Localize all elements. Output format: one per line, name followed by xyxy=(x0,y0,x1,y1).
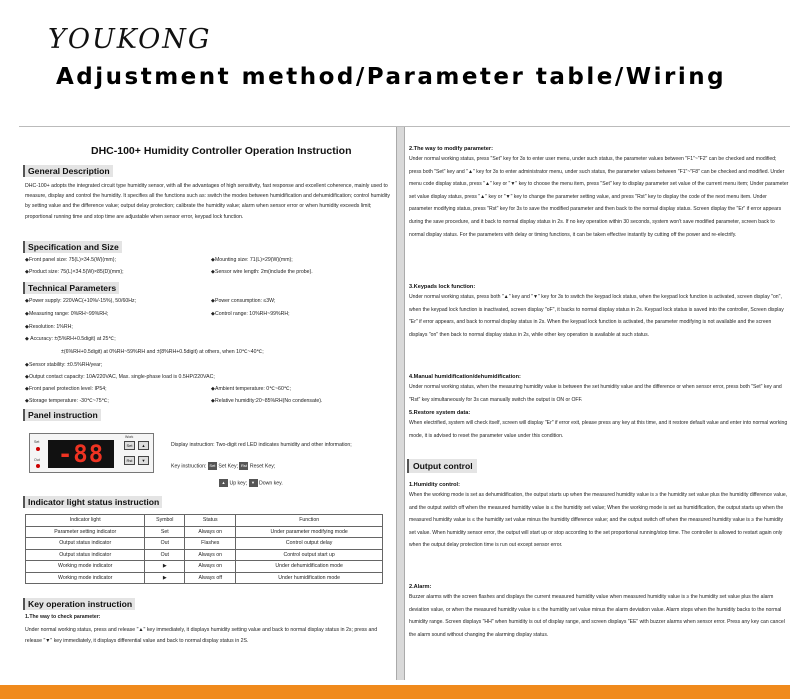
key-operation-heading: Key operation instruction xyxy=(23,598,135,610)
panel-set-key: Set xyxy=(124,441,135,450)
spec-sensor-wire: ◆Sensor wire length: 2m(include the probe). xyxy=(211,269,313,275)
table-cell: Always on xyxy=(185,549,236,561)
general-description-text: DHC-100+ adopts the integrated circuit type humidity sensor, with all the advantages of high sensitivity, fast response and excellent coherence, mainly used to measure, display and control the humidity. It specifies all the functions such as: switch the modes between humidification and dehumidification; control humidity by setting value and the difference value; output delay protection; calibrate the humidity value; alarm when sensor error or when humidity exceeds limit; proportional running time and stop time are adjustable when sensor error, keypad lock function. xyxy=(25,183,390,220)
table-cell: Under humidification mode xyxy=(236,572,383,584)
display-instruction: Display instruction: Two-digit red LED indicates humidity and other information; xyxy=(171,442,352,448)
tech-sensor-stability: ◆Sensor stability: ±0.5%RH/year; xyxy=(25,362,103,368)
tech-resolution: ◆Resolution: 1%RH; xyxy=(25,324,73,330)
table-row xyxy=(26,526,383,538)
keypad-lock-heading: 3.Keypads lock function: xyxy=(409,284,476,290)
tech-accuracy: ◆ Accuracy: ±(5%RH+0.5digit) at 25℃; xyxy=(25,336,116,342)
tech-output-contact: ◆Output contact capacity: 10A/220VAC, Max. single-phase load is 0.5HP/220VAC; xyxy=(25,374,215,380)
restore-data-heading: 5.Restore system data: xyxy=(409,410,471,416)
instruction-document xyxy=(19,126,790,679)
up-key-label: Up key; xyxy=(229,480,248,487)
modify-parameter-heading: 2.The way to modify parameter: xyxy=(409,146,493,152)
table-cell: ▶ xyxy=(145,572,185,584)
spec-product-size: ◆Product size: 75(L)×34.5(W)×85(D)(mm); xyxy=(25,269,124,275)
technical-parameters-heading: Technical Parameters xyxy=(23,282,119,294)
panel-up-key-icon: ▲ xyxy=(138,441,149,450)
led-display: -88 xyxy=(48,440,114,468)
column-header: Function xyxy=(236,515,383,527)
humidity-control-heading: 1.Humidity control: xyxy=(409,482,460,488)
alarm-text: Buzzer alarms with the screen flashes and displays the current measured humidity value when measured humidity value is ≥ the humidity set value plus the alarm deviation value, or when the measured humidity value is ≤ the humidity set value minus the alarm deviation value. Alarm stops when the humidity backs to the normal humidity range. Screen displays "HH" when humidity is out of display range, and screen displays "EE" with buzzer alarms when sensor error. Press any key can cancel the alarm sound without changing the alarming display status. xyxy=(409,594,785,638)
check-parameter-text: Under normal working status, press and release "▲" key immediately, it displays humidity setting value and back to normal display status in 2s; press and release "▼" key immediately, it displays differential value and back to normal display status in 2S. xyxy=(25,627,378,644)
table-cell: Control output start up xyxy=(236,549,383,561)
table-row xyxy=(26,561,383,573)
table-cell: ▶ xyxy=(145,561,185,573)
spec-mounting: ◆Mounting size: 71(L)×29(W)(mm); xyxy=(211,257,293,263)
work-indicator-label: Work xyxy=(125,435,134,439)
key-instruction-row xyxy=(171,462,275,470)
check-parameter-subheading: 1.The way to check parameter: xyxy=(25,614,101,620)
table-cell: Always on xyxy=(185,526,236,538)
brand-logo: YOUKONG xyxy=(48,24,212,55)
column-header: Status xyxy=(185,515,236,527)
bottom-accent-bar xyxy=(0,685,790,699)
table-cell: Under dehumidification mode xyxy=(236,561,383,573)
set-key-icon: Set xyxy=(209,463,216,468)
table-cell: Flashes xyxy=(185,538,236,550)
tech-relative-humidity: ◆Relative humidity:20~85%RH(No condensate). xyxy=(211,398,323,404)
table-cell: Always on xyxy=(185,561,236,573)
panel-instruction-heading: Panel instruction xyxy=(23,409,101,421)
modify-parameter-text: Under normal working status, press "Set" key for 3s to enter user menu, under such status, the parameter values between "F1"~"F2" can be checked and modified; press both "Set" key and "▲" key for 3s to enter administrator menu, under such status, the parameter values between "F1"~"F8" can be checked and modified. Under menu code display status, press "▲" key or "▼" key to choose the menu item, press "Set" key to display parameter set value of the current menu item; Under parameter set value display status, press "▲" key or "▼" key to change the parameter setting value, and press "Rst" key to display the code of the next menu item. Under parameter modifying status, press "Rst" key for 3s to save the modified parameter and then back to the normal display status. Screen display the "Er" if error appears during the save procedure, and it back to normal display status in 2s. If no key operation within 30 seconds, system won't save modified parameter, screen back to normal display status. For the parameters with delay or timing functions, it can be taken effective instantly by cutting off the power and re-electrify. xyxy=(409,156,789,238)
out-indicator-label: Out xyxy=(34,458,40,462)
document-title: DHC-100+ Humidity Controller Operation Instruction xyxy=(91,145,352,157)
up-key-icon: ▲ xyxy=(219,479,228,487)
down-key-label: Down key. xyxy=(258,480,283,487)
general-description-heading: General Description xyxy=(23,165,113,177)
table-row xyxy=(26,549,383,561)
indicator-heading: Indicator light status instruction xyxy=(23,496,162,508)
table-row xyxy=(26,572,383,584)
table-cell: Out xyxy=(145,538,185,550)
table-cell: Working mode indicator xyxy=(26,561,145,573)
table-cell: Parameter setting indicator xyxy=(26,526,145,538)
tech-storage-temp: ◆Storage temperature: -30℃~75℃; xyxy=(25,398,109,404)
output-control-heading: Output control xyxy=(407,459,477,473)
set-indicator-dot xyxy=(36,447,40,451)
specification-heading: Specification and Size xyxy=(23,241,122,253)
indicator-table xyxy=(25,514,383,584)
alarm-heading: 2.Alarm: xyxy=(409,584,432,590)
table-row xyxy=(26,538,383,550)
arrow-keys-row xyxy=(219,479,283,487)
table-cell: Control output delay xyxy=(236,538,383,550)
set-indicator-label: Set xyxy=(34,440,40,444)
table-cell: Set xyxy=(145,526,185,538)
key-instruction-label: Key instruction: xyxy=(171,463,207,470)
right-page xyxy=(404,127,790,680)
table-cell: Out xyxy=(145,549,185,561)
tech-power-supply: ◆Power supply: 220VAC(+10%/-15%), 50/60Hz; xyxy=(25,298,137,304)
table-cell: Output status indicator xyxy=(26,549,145,561)
out-indicator-dot xyxy=(36,464,40,468)
manual-mode-heading: 4.Manual humidification/dehumidification: xyxy=(409,374,521,380)
panel-rst-key: Rst xyxy=(124,456,135,465)
restore-data-text: When electrified, system will check itself, screen will display "Er" if error exit, please press any key at this time, and it restore default value and enter into normal working mode, it is advised to reset the parameter value under this condition. xyxy=(409,420,788,439)
manual-mode-text: Under normal working status, when the measuring humidity value is between the set humidity value and the difference or when sensor error, press both "Set" key and "Rst" key simultaneously for 3s can manually switch the output is ON or OFF. xyxy=(409,384,782,403)
keypad-lock-text: Under normal working status, press both "▲" key and "▼" key for 3s to switch the keypad lock status, when the keypad lock function is activated, screen display "on", when the keypad lock function is inactivated, screen display "oF", it backs to normal display status in 2s. Keypad lock status is saved into the controller, Screen display "Er" if error appears, and back to normal display status in 2s. When the keypad lock function is activated, the parameter modifying is not available and the screen displays "on" then back to normal display status in 2s, while other key operation is available at such status. xyxy=(409,294,784,338)
table-cell: Output status indicator xyxy=(26,538,145,550)
reset-key-icon: Rst xyxy=(240,463,247,468)
page-headline: Adjustment method/Parameter table/Wiring xyxy=(56,64,727,90)
tech-power-consumption: ◆Power consumption: ≤3W; xyxy=(211,298,276,304)
panel-down-key-icon: ▼ xyxy=(138,456,149,465)
humidity-control-text: When the working mode is set as dehumidification, the output starts up when the measured humidity value is ≥ the humidity set value plus the humidity difference value, and the output switch off when the measured humidity value is ≤ the humidity set value; When the working mode is set as humidification, the output starts up when the measured humidity value is ≤ the humidity set value minus the humidity difference value; and the output switch off when the measured humidity value is ≥ the humidity set value. When humidity sensor error, the output will start up or stop according to the set proportional running/stop time. The controller is allowed to restart again only when the output delay protection time is run out except sensor error. xyxy=(409,492,788,549)
table-cell: Always off xyxy=(185,572,236,584)
left-page xyxy=(19,127,397,680)
controller-panel-diagram xyxy=(29,433,154,473)
column-header: Symbol xyxy=(145,515,185,527)
tech-control-range: ◆Control range: 10%RH~99%RH; xyxy=(211,311,290,317)
table-header-row xyxy=(26,515,383,527)
tech-protection-level: ◆Front panel protection level: IP54; xyxy=(25,386,107,392)
set-key-label: Set Key; xyxy=(218,463,238,470)
reset-key-label: Reset Key; xyxy=(249,463,276,470)
tech-accuracy-extra: ±(6%RH+0.5digit) at 0%RH~59%RH and ±(8%RH+0.5digit) at others, when 10℃~40℃; xyxy=(61,349,264,355)
table-cell: Under parameter modifying mode xyxy=(236,526,383,538)
tech-measuring-range: ◆Measuring range: 0%RH~99%RH; xyxy=(25,311,109,317)
table-cell: Working mode indicator xyxy=(26,572,145,584)
spec-front-panel: ◆Front panel size: 75(L)×34.5(W)(mm); xyxy=(25,257,116,263)
column-header: Indicator light xyxy=(26,515,145,527)
page-divider xyxy=(397,127,404,680)
tech-ambient-temp: ◆Ambient temperature: 0℃~60℃; xyxy=(211,386,292,392)
down-key-icon: ▼ xyxy=(249,479,258,487)
